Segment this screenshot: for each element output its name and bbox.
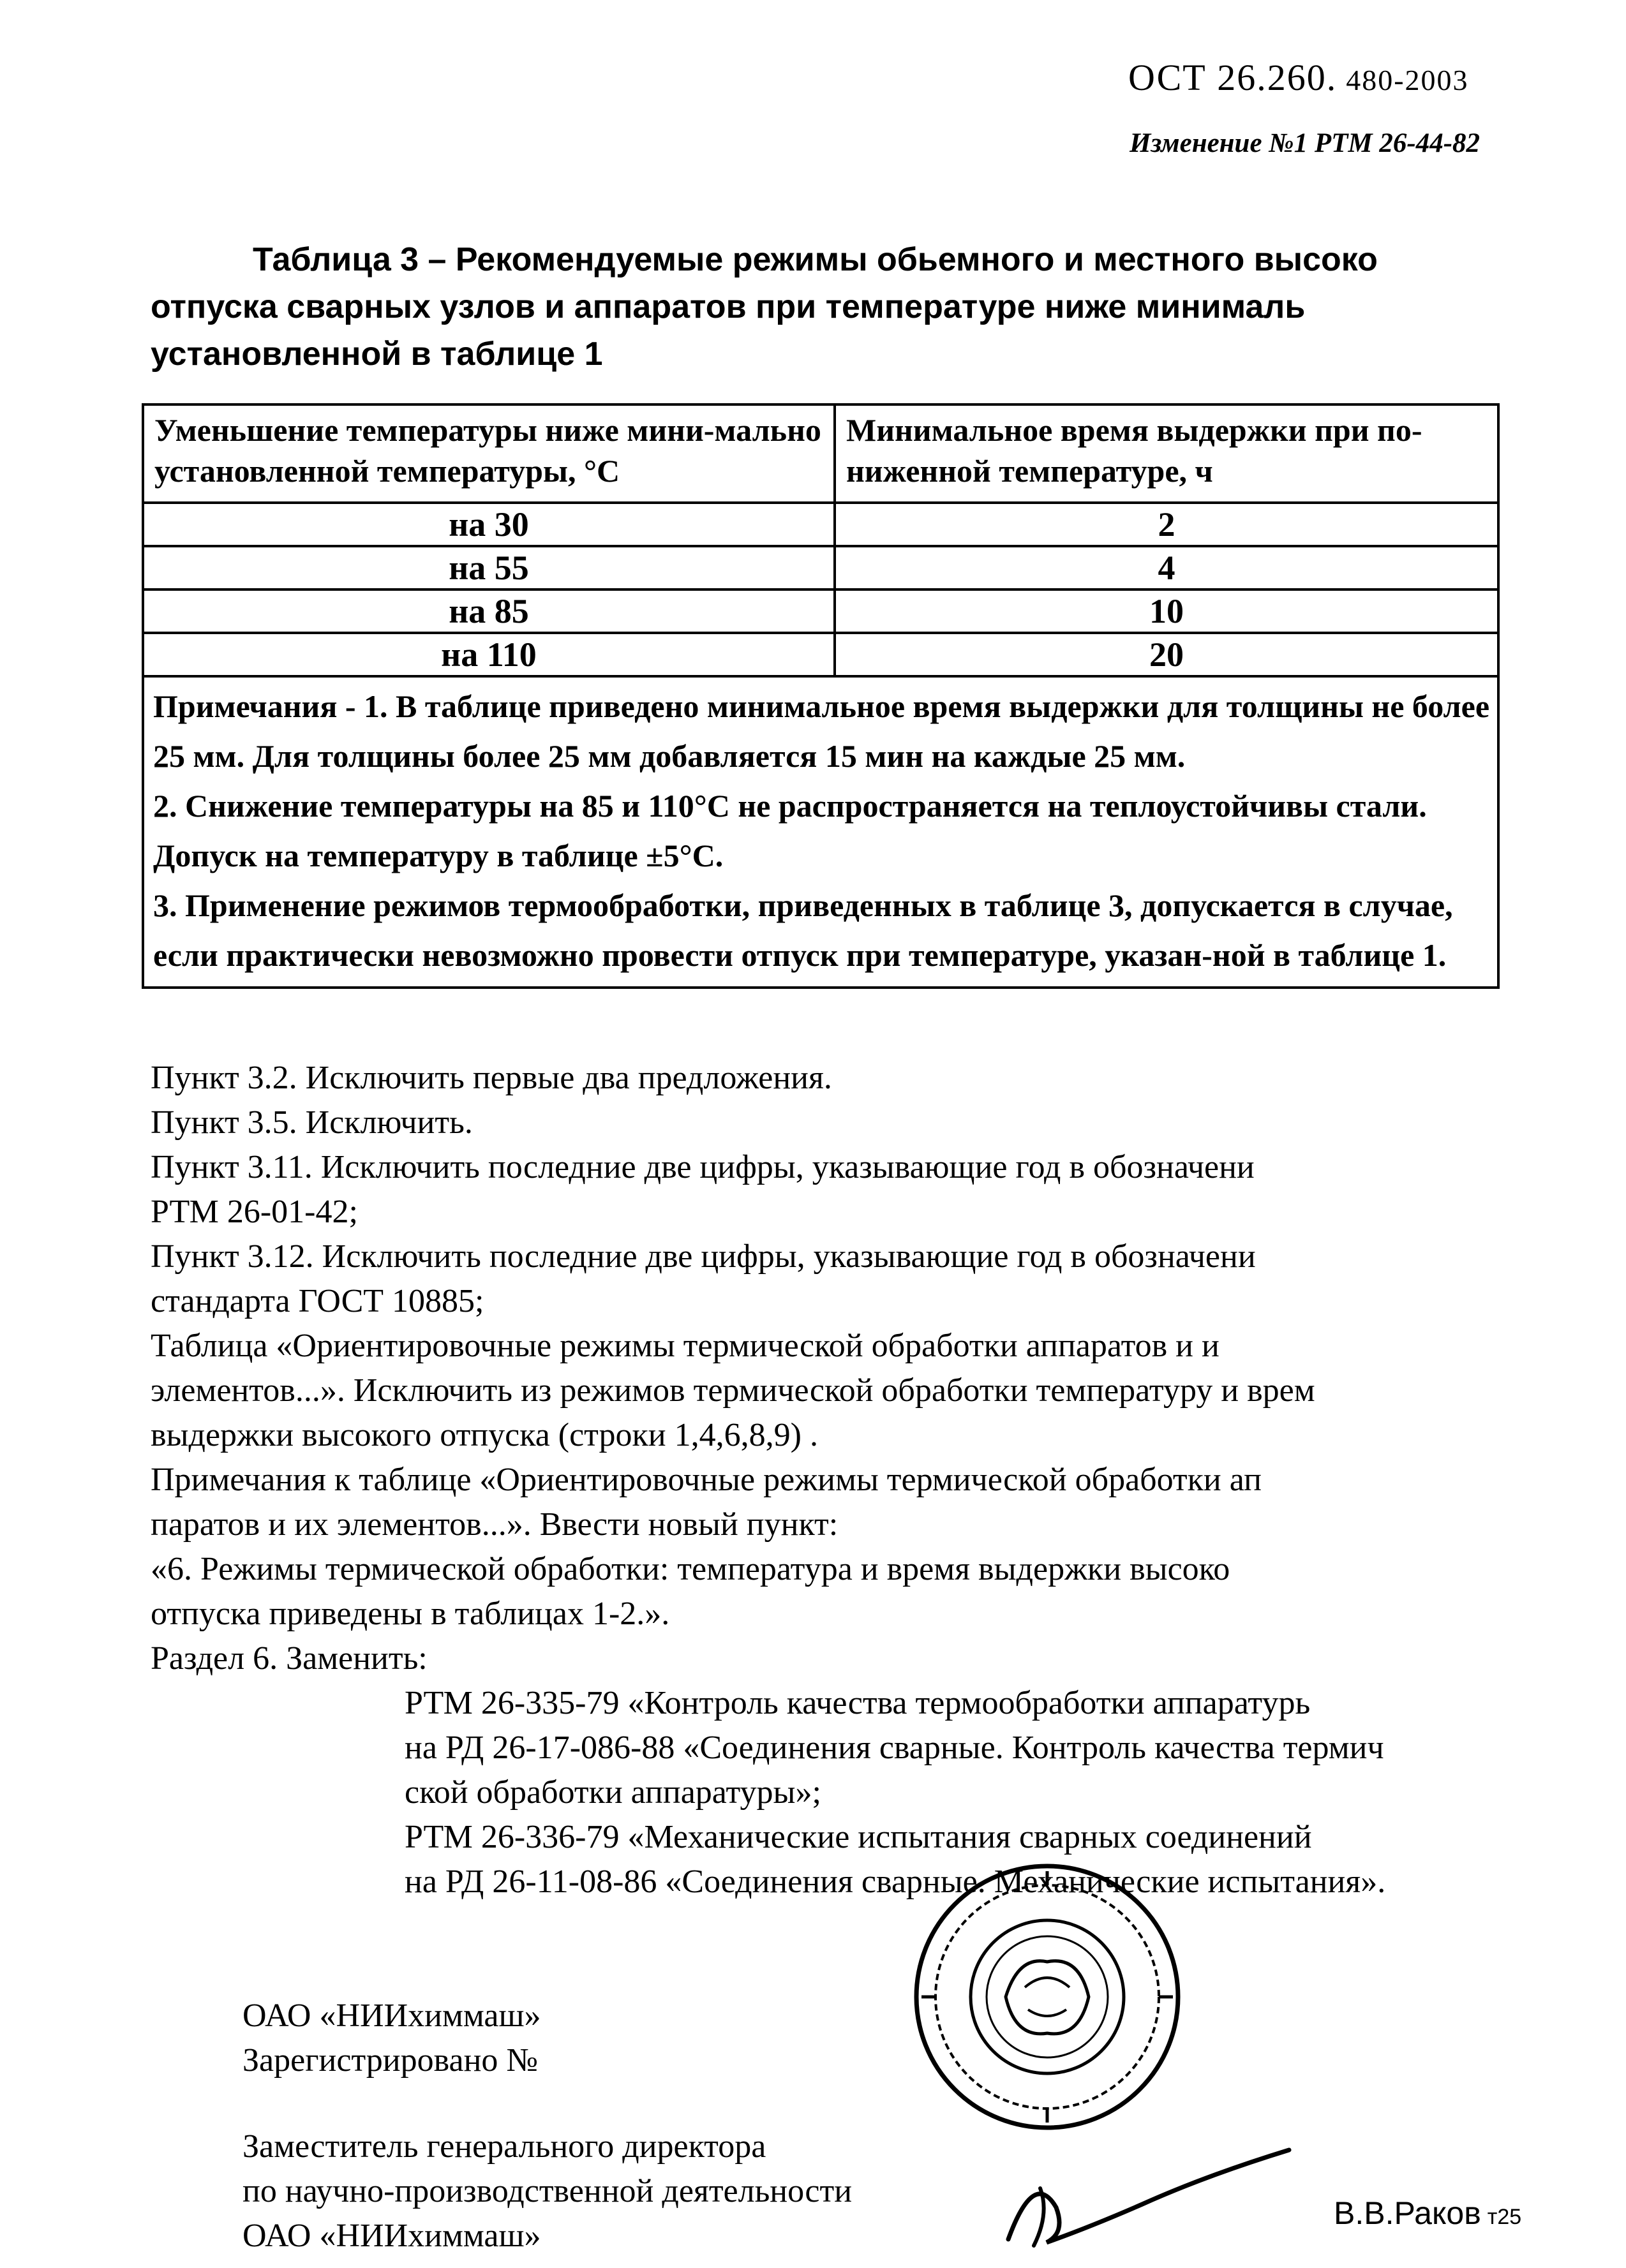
amendment-text <box>151 1056 1516 1681</box>
clause-3-2: Пункт 3.2. Исключить первые два предложения. <box>151 1060 832 1096</box>
caption-line-3: установленной в таблице 1 <box>151 336 603 373</box>
clause-3-12-cont: стандарта ГОСТ 10885; <box>151 1283 484 1319</box>
replacement-1: РТМ 26-335-79 «Контроль качества термообработки аппаратурь <box>405 1685 1311 1721</box>
table-modes-cont-1: элементов...». Исключить из режимов термической обработки температуру и врем <box>151 1372 1315 1409</box>
notes-clause-cont: паратов и их элементов...». Ввести новый пункт: <box>151 1506 839 1543</box>
new-item-6: «6. Режимы термической обработки: температура и время выдержки высоко <box>151 1551 1230 1587</box>
position-line-3: ОАО «НИИхиммаш» <box>242 2218 541 2254</box>
table-notes <box>143 676 1498 988</box>
table-row <box>143 589 1498 633</box>
caption-line-2: отпуска сварных узлов и аппаратов при температуре ниже минималь <box>151 288 1306 325</box>
doc-code-tail: 480-2003 <box>1346 64 1469 96</box>
note-2: 2. Снижение температуры на 85 и 110°С не распространяется на теплоустойчивы стали. Допуск на температуру в таблице ±5°С. <box>153 788 1427 873</box>
cell-time: 4 <box>835 546 1498 589</box>
org-name: ОАО «НИИхиммаш» <box>242 1997 541 2034</box>
document-code <box>1128 56 1469 99</box>
clause-3-11: Пункт 3.11. Исключить последние две цифры, указывающие год в обозначени <box>151 1149 1255 1185</box>
clause-3-5: Пункт 3.5. Исключить. <box>151 1104 473 1141</box>
table-notes-row <box>143 676 1498 988</box>
col-decrease-header: Уменьшение температуры ниже мини-мально установленной температуры, °С <box>143 404 835 503</box>
table-row <box>143 503 1498 546</box>
cell-decrease: на 30 <box>143 503 835 546</box>
new-item-6-cont: отпуска приведены в таблицах 1-2.». <box>151 1596 670 1632</box>
caption-line-1: Таблица 3 – Рекомендуемые режимы обьемного и местного высоко <box>253 241 1378 278</box>
clause-3-11-cont: РТМ 26-01-42; <box>151 1194 358 1230</box>
cell-decrease: на 85 <box>143 589 835 633</box>
table-row <box>143 546 1498 589</box>
replacement-2: РТМ 26-336-79 «Механические испытания сварных соединений <box>405 1819 1312 1855</box>
signer-name-text: В.В.Раков <box>1334 2195 1481 2231</box>
replacement-2-target: на РД 26-11-08-86 «Соединения сварные. Механические испытания». <box>405 1864 1386 1900</box>
cell-decrease: на 110 <box>143 633 835 676</box>
registration-label: Зарегистрировано № <box>242 2042 539 2079</box>
col-time-header: Минимальное время выдержки при по-ниженной температуре, ч <box>835 404 1498 503</box>
cell-time: 10 <box>835 589 1498 633</box>
table-modes-cont-2: выдержки высокого отпуска (строки 1,4,6,8,9) . <box>151 1417 818 1453</box>
cell-time: 2 <box>835 503 1498 546</box>
signature-icon <box>996 2131 1295 2258</box>
note-3: 3. Применение режимов термообработки, приведенных в таблице 3, допускается в случае, если практически невозможно провести отпуск при температуре, указан-ной в таблице 1. <box>153 887 1453 973</box>
replacement-1-target: на РД 26-17-086-88 «Соединения сварные. Контроль качества термич <box>405 1730 1384 1766</box>
table-modes-clause: Таблица «Ориентировочные режимы термической обработки аппаратов и и <box>151 1328 1220 1364</box>
table-caption <box>151 236 1491 378</box>
replacement-1-target-cont: ской обработки аппаратуры»; <box>405 1774 821 1811</box>
official-seal-icon <box>910 1860 1184 2134</box>
table-row <box>143 633 1498 676</box>
doc-code-main: ОСТ 26.260. <box>1128 57 1338 98</box>
position-line-2: по научно-производственной деятельности <box>242 2173 853 2209</box>
registration-block <box>242 1994 541 2083</box>
clause-3-12: Пункт 3.12. Исключить последние две цифры, указывающие год в обозначени <box>151 1238 1256 1275</box>
cell-decrease: на 55 <box>143 546 835 589</box>
signatory-block <box>242 2124 852 2258</box>
signer-name <box>1334 2195 1521 2232</box>
notes-clause: Примечания к таблице «Ориентировочные режимы термической обработки ап <box>151 1462 1262 1498</box>
cell-time: 20 <box>835 633 1498 676</box>
note-1: Примечания - 1. В таблице приведено минимальное время выдержки для толщины не более 25 мм. Для толщины более 25 мм добавляется 15 мин на каждые 25 мм. <box>153 688 1490 774</box>
page-mark: т25 <box>1487 2205 1522 2229</box>
change-line: Изменение №1 РТМ 26-44-82 <box>1130 128 1481 158</box>
table-header-row <box>143 404 1498 503</box>
position-line-1: Заместитель генерального директора <box>242 2128 766 2165</box>
section-6-replace: Раздел 6. Заменить: <box>151 1640 428 1677</box>
table-3 <box>142 403 1500 989</box>
